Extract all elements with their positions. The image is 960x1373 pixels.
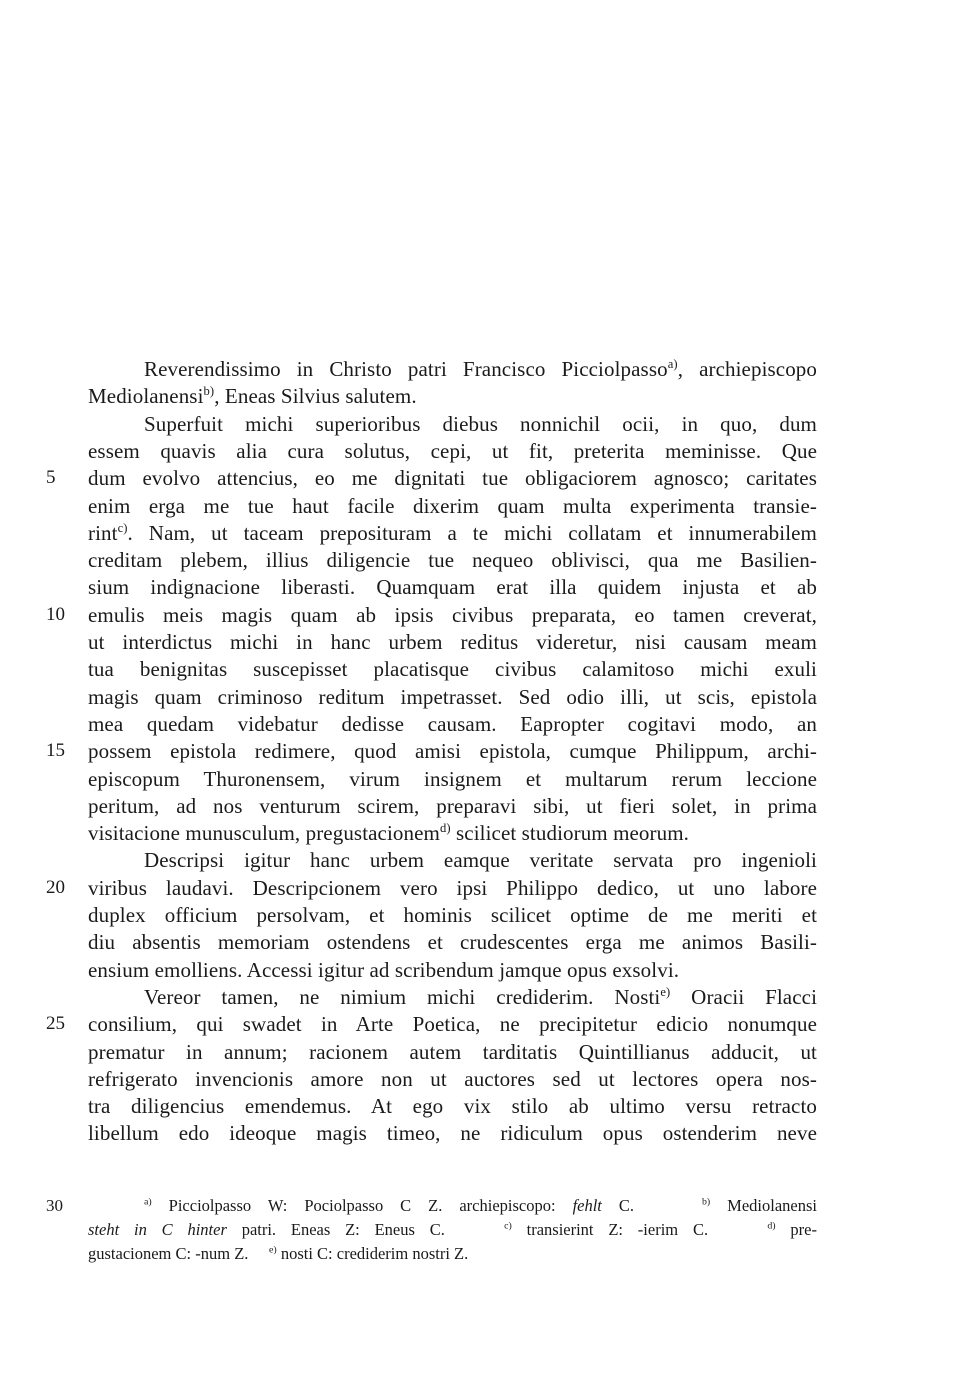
text-line: rint$^{c)}$. Nam, ut taceam preposituram a te michi collatam et innumerabilem xyxy=(88,520,817,545)
text-line: consilium, qui swadet in Arte Poetica, ne precipitetur edicio nonumque xyxy=(88,1012,817,1037)
text-line: Descripsi igitur hanc urbem eamque veritate servata pro ingenioli xyxy=(144,848,817,873)
text-line: prematur in annum; racionem autem tarditatis Quintillianus adducit, ut xyxy=(88,1039,817,1064)
text-line: refrigerato invencionis amore non ut auctores sed ut lectores opera nos- xyxy=(88,1066,817,1091)
line-number: 15 xyxy=(46,740,65,762)
text-line: Superfuit michi superioribus diebus nonnichil ocii, in quo, dum xyxy=(144,411,817,436)
text-line: ensium emolliens. Accessi igitur ad scribendum jamque opus exsolvi. xyxy=(88,957,680,982)
footnote-line: gustacionem C: -num Z. $^{e)}$ nosti C: crediderim nostri Z. xyxy=(88,1244,469,1263)
text-line: enim erga me tue haut facile dixerim quam multa experimenta transie- xyxy=(88,493,817,518)
text-line: dum evolvo attencius, eo me dignitati tue obligaciorem agnosco; caritates xyxy=(88,466,817,491)
footnote-line: $^{a)}$ Picciolpasso W: Pociolpasso C Z. archiepiscopo: fehlt C. $^{b)}$ Mediolanensi xyxy=(144,1196,817,1215)
text-line: diu absentis memoriam ostendens et crudescentes erga me animos Basili- xyxy=(88,930,817,955)
text-line: magis quam criminoso reditum impetrasset. Sed odio illi, ut scis, epistola xyxy=(88,684,817,709)
line-number: 20 xyxy=(46,876,65,898)
text-line: emulis meis magis quam ab ipsis civibus preparata, eo tamen creverat, xyxy=(88,602,817,627)
text-line: duplex officium persolvam, et hominis scilicet optime de me meriti et xyxy=(88,903,817,927)
line-number: 30 xyxy=(46,1196,63,1215)
text-line: Vereor tamen, ne nimium michi crediderim. Nosti$^{e)}$ Oracii Flacci xyxy=(144,984,817,1009)
text-line: possem epistola redimere, quod amisi epistola, cumque Philippum, archi- xyxy=(88,739,817,764)
text-line: mea quedam videbatur dedisse causam. Eapropter cogitavi modo, an xyxy=(88,711,817,736)
text-line: essem quavis alia cura solutus, cepi, ut fit, preterita meminisse. Que xyxy=(88,438,817,463)
text-line: libellum edo ideoque magis timeo, ne ridiculum opus ostenderim neve xyxy=(88,1121,817,1146)
text-line: sium indignacione liberasti. Quamquam erat illa quidem injusta et ab xyxy=(88,575,817,600)
line-number: 25 xyxy=(46,1013,65,1035)
text-line: ut interdictus michi in hanc urbem reditus videretur, nisi causam meam xyxy=(88,630,817,654)
text-line: creditam plebem, illius diligencie tue nequeo oblivisci, qua me Basilien- xyxy=(88,548,817,573)
text-line: tua benignitas suscepisset placatisque civibus calamitoso michi exuli xyxy=(88,657,817,682)
text-line: viribus laudavi. Descripcionem vero ipsi Philippo dedico, ut uno labore xyxy=(88,875,817,900)
text-line: Reverendissimo in Christo patri Francisco Picciolpasso$^{a)}$, archiepiscopo xyxy=(144,357,817,381)
text-line: episcopum Thuronensem, virum insignem et multarum rerum leccione xyxy=(88,766,817,791)
line-number: 10 xyxy=(46,603,65,625)
text-line: peritum, ad nos venturum scirem, preparavi sibi, ut fieri solet, in prima xyxy=(88,793,817,818)
text-line: tra diligencius emendemus. At ego vix stilo ab ultimo versu retracto xyxy=(88,1094,817,1119)
line-number: 5 xyxy=(46,467,56,489)
text-line: Mediolanensi$^{b)}$, Eneas Silvius salutem. xyxy=(88,384,417,409)
footnote-line: steht in C hinter patri. Eneas Z: Eneus C. $^{c)}$ transierint Z: -ierim C. $^{d)}$ pre- xyxy=(88,1220,817,1239)
text-line: visitacione munusculum, pregustacionem$^{d)}$ scilicet studiorum meorum. xyxy=(88,821,690,846)
